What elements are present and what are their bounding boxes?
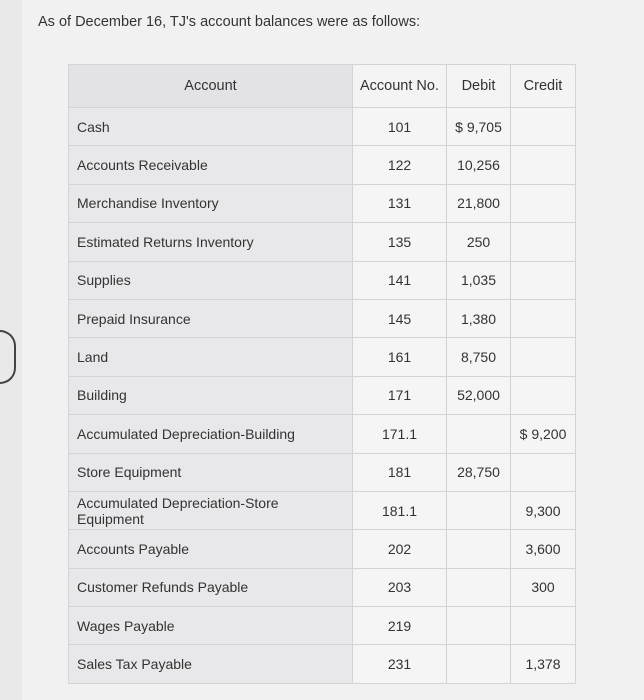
page-edge-decoration	[0, 330, 16, 384]
credit-cell: $ 9,200	[511, 415, 576, 453]
account-no-cell: 161	[353, 338, 447, 376]
account-no-cell: 202	[353, 530, 447, 568]
debit-cell	[447, 645, 511, 683]
account-no-cell: 181	[353, 453, 447, 491]
debit-cell: 28,750	[447, 453, 511, 491]
debit-cell	[447, 568, 511, 606]
credit-cell: 9,300	[511, 491, 576, 529]
account-no-cell: 141	[353, 261, 447, 299]
table-row	[69, 415, 576, 453]
header-credit: Credit	[511, 65, 576, 108]
table-row	[69, 261, 576, 299]
debit-cell: $ 9,705	[447, 108, 511, 146]
debit-cell	[447, 530, 511, 568]
credit-cell	[511, 146, 576, 184]
account-cell: Land	[69, 338, 353, 376]
account-no-cell: 131	[353, 184, 447, 222]
credit-cell	[511, 453, 576, 491]
debit-cell	[447, 415, 511, 453]
account-no-cell: 219	[353, 607, 447, 645]
credit-cell	[511, 184, 576, 222]
account-cell: Estimated Returns Inventory	[69, 223, 353, 261]
account-cell: Prepaid Insurance	[69, 299, 353, 337]
credit-cell: 3,600	[511, 530, 576, 568]
credit-cell	[511, 376, 576, 414]
intro-text: As of December 16, TJ's account balances were as follows:	[38, 14, 421, 30]
credit-cell	[511, 299, 576, 337]
credit-cell	[511, 607, 576, 645]
table-row	[69, 146, 576, 184]
debit-cell: 250	[447, 223, 511, 261]
debit-cell: 21,800	[447, 184, 511, 222]
table-row	[69, 223, 576, 261]
account-no-cell: 231	[353, 645, 447, 683]
debit-cell: 1,380	[447, 299, 511, 337]
account-cell: Merchandise Inventory	[69, 184, 353, 222]
credit-cell	[511, 108, 576, 146]
account-no-cell: 203	[353, 568, 447, 606]
table-row	[69, 299, 576, 337]
table-row	[69, 338, 576, 376]
debit-cell: 8,750	[447, 338, 511, 376]
account-no-cell: 171.1	[353, 415, 447, 453]
table-row	[69, 530, 576, 568]
account-no-cell: 145	[353, 299, 447, 337]
debit-cell	[447, 491, 511, 529]
account-cell: Supplies	[69, 261, 353, 299]
table-header-row	[69, 65, 576, 108]
header-account: Account	[69, 65, 353, 108]
account-cell: Accounts Receivable	[69, 146, 353, 184]
account-no-cell: 135	[353, 223, 447, 261]
table-row	[69, 376, 576, 414]
account-cell: Accumulated Depreciation-Building	[69, 415, 353, 453]
header-debit: Debit	[447, 65, 511, 108]
header-account-no: Account No.	[353, 65, 447, 108]
credit-cell: 1,378	[511, 645, 576, 683]
account-no-cell: 101	[353, 108, 447, 146]
account-cell: Accumulated Depreciation-Store Equipment	[69, 491, 353, 529]
debit-cell: 10,256	[447, 146, 511, 184]
table-row	[69, 453, 576, 491]
table-row	[69, 491, 576, 529]
table-body	[69, 108, 576, 684]
account-no-cell: 122	[353, 146, 447, 184]
table-row	[69, 568, 576, 606]
account-cell: Accounts Payable	[69, 530, 353, 568]
table-row	[69, 108, 576, 146]
table-row	[69, 184, 576, 222]
table-row	[69, 607, 576, 645]
account-no-cell: 171	[353, 376, 447, 414]
account-no-cell: 181.1	[353, 491, 447, 529]
credit-cell	[511, 223, 576, 261]
table-row	[69, 645, 576, 683]
account-cell: Customer Refunds Payable	[69, 568, 353, 606]
account-balances-table	[68, 64, 576, 684]
account-cell: Wages Payable	[69, 607, 353, 645]
debit-cell	[447, 607, 511, 645]
account-cell: Building	[69, 376, 353, 414]
credit-cell	[511, 261, 576, 299]
account-cell: Store Equipment	[69, 453, 353, 491]
account-cell: Cash	[69, 108, 353, 146]
account-cell: Sales Tax Payable	[69, 645, 353, 683]
debit-cell: 52,000	[447, 376, 511, 414]
credit-cell: 300	[511, 568, 576, 606]
credit-cell	[511, 338, 576, 376]
debit-cell: 1,035	[447, 261, 511, 299]
